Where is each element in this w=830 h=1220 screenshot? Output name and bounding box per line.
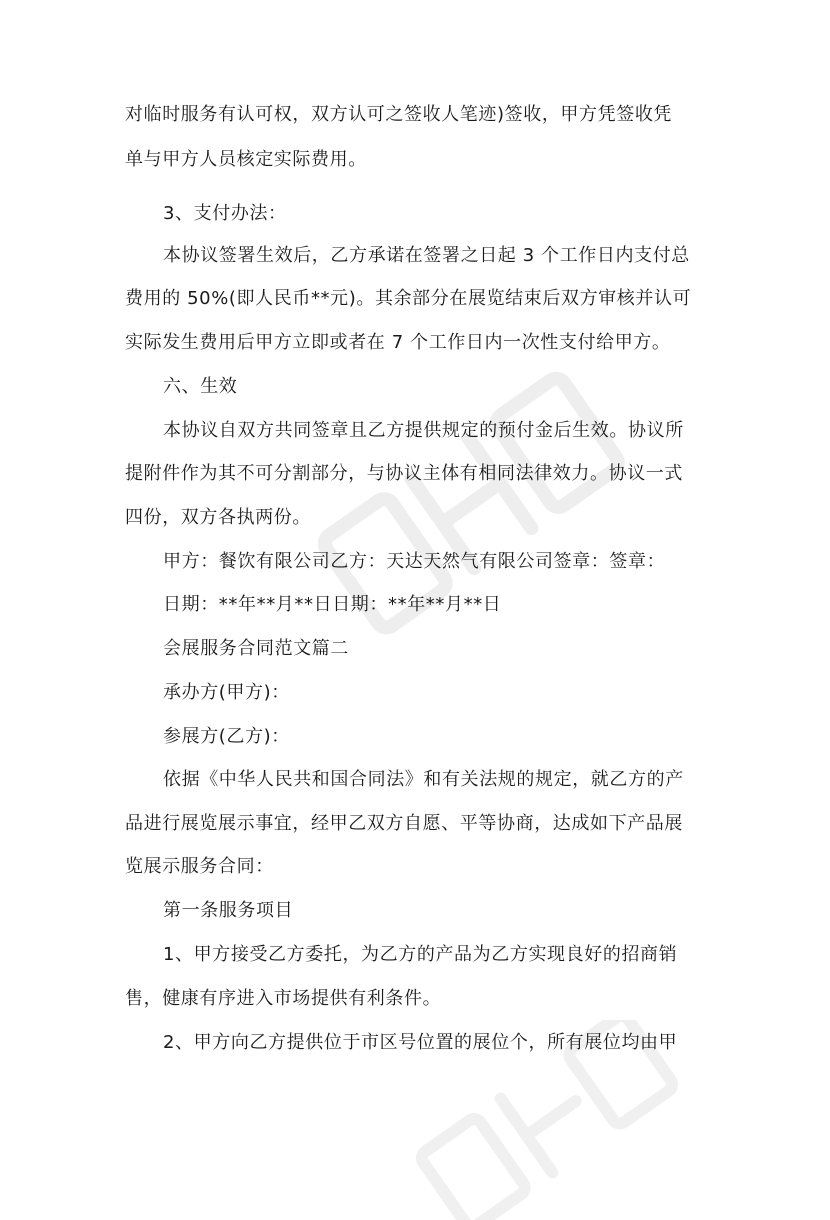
paragraph-line: 依据《中华人民共和国合同法》和有关法规的规定，就乙方的产 [163,769,684,790]
paragraph-line: 本协议自双方共同签章且乙方提供规定的预付金后生效。协议所 [163,420,684,441]
section-heading: 六、生效 [163,376,238,397]
paragraph-line: 1、甲方接受乙方委托，为乙方的产品为乙方实现良好的招商销 [163,944,678,965]
section-title: 会展服务合同范文篇二 [163,638,349,659]
paragraph-line: 2、甲方向乙方提供位于市区号位置的展位个，所有展位均由甲 [163,1032,678,1053]
paragraph-line: 本协议签署生效后，乙方承诺在签署之日起 3 个工作日内支付总 [163,245,690,266]
section-heading: 3、支付办法： [163,203,287,224]
date-line: 日期：**年**月**日日期：**年**月**日 [163,594,502,615]
paragraph-line: 提附件作为其不可分割部分，与协议主体有相同法律效力。协议一式 [125,463,683,484]
paragraph-line: 览展示服务合同： [125,856,274,877]
paragraph-line: 费用的 50%(即人民币**元)。其余部分在展览结束后双方审核并认可 [125,288,692,309]
paragraph-line: 单与甲方人员核定实际费用。 [125,149,367,170]
paragraph-line: 品进行展览展示事宜，经甲乙双方自愿、平等协商，达成如下产品展 [125,813,683,834]
paragraph-line: 对临时服务有认可权，双方认可之签收人笔迹)签收，甲方凭签收凭 [125,104,673,125]
paragraph-line: 四份，双方各执两份。 [125,507,311,528]
party-b-line: 参展方(乙方)： [163,726,290,747]
party-a-line: 承办方(甲方)： [163,682,290,703]
paragraph-line: 实际发生费用后甲方立即或者在 7 个工作日内一次性支付给甲方。 [125,332,671,353]
section-heading: 第一条服务项目 [163,900,294,921]
signature-line: 甲方：餐饮有限公司乙方：天达天然气有限公司签章：签章： [163,551,666,572]
paragraph-line: 售，健康有序进入市场提供有利条件。 [125,988,442,1009]
